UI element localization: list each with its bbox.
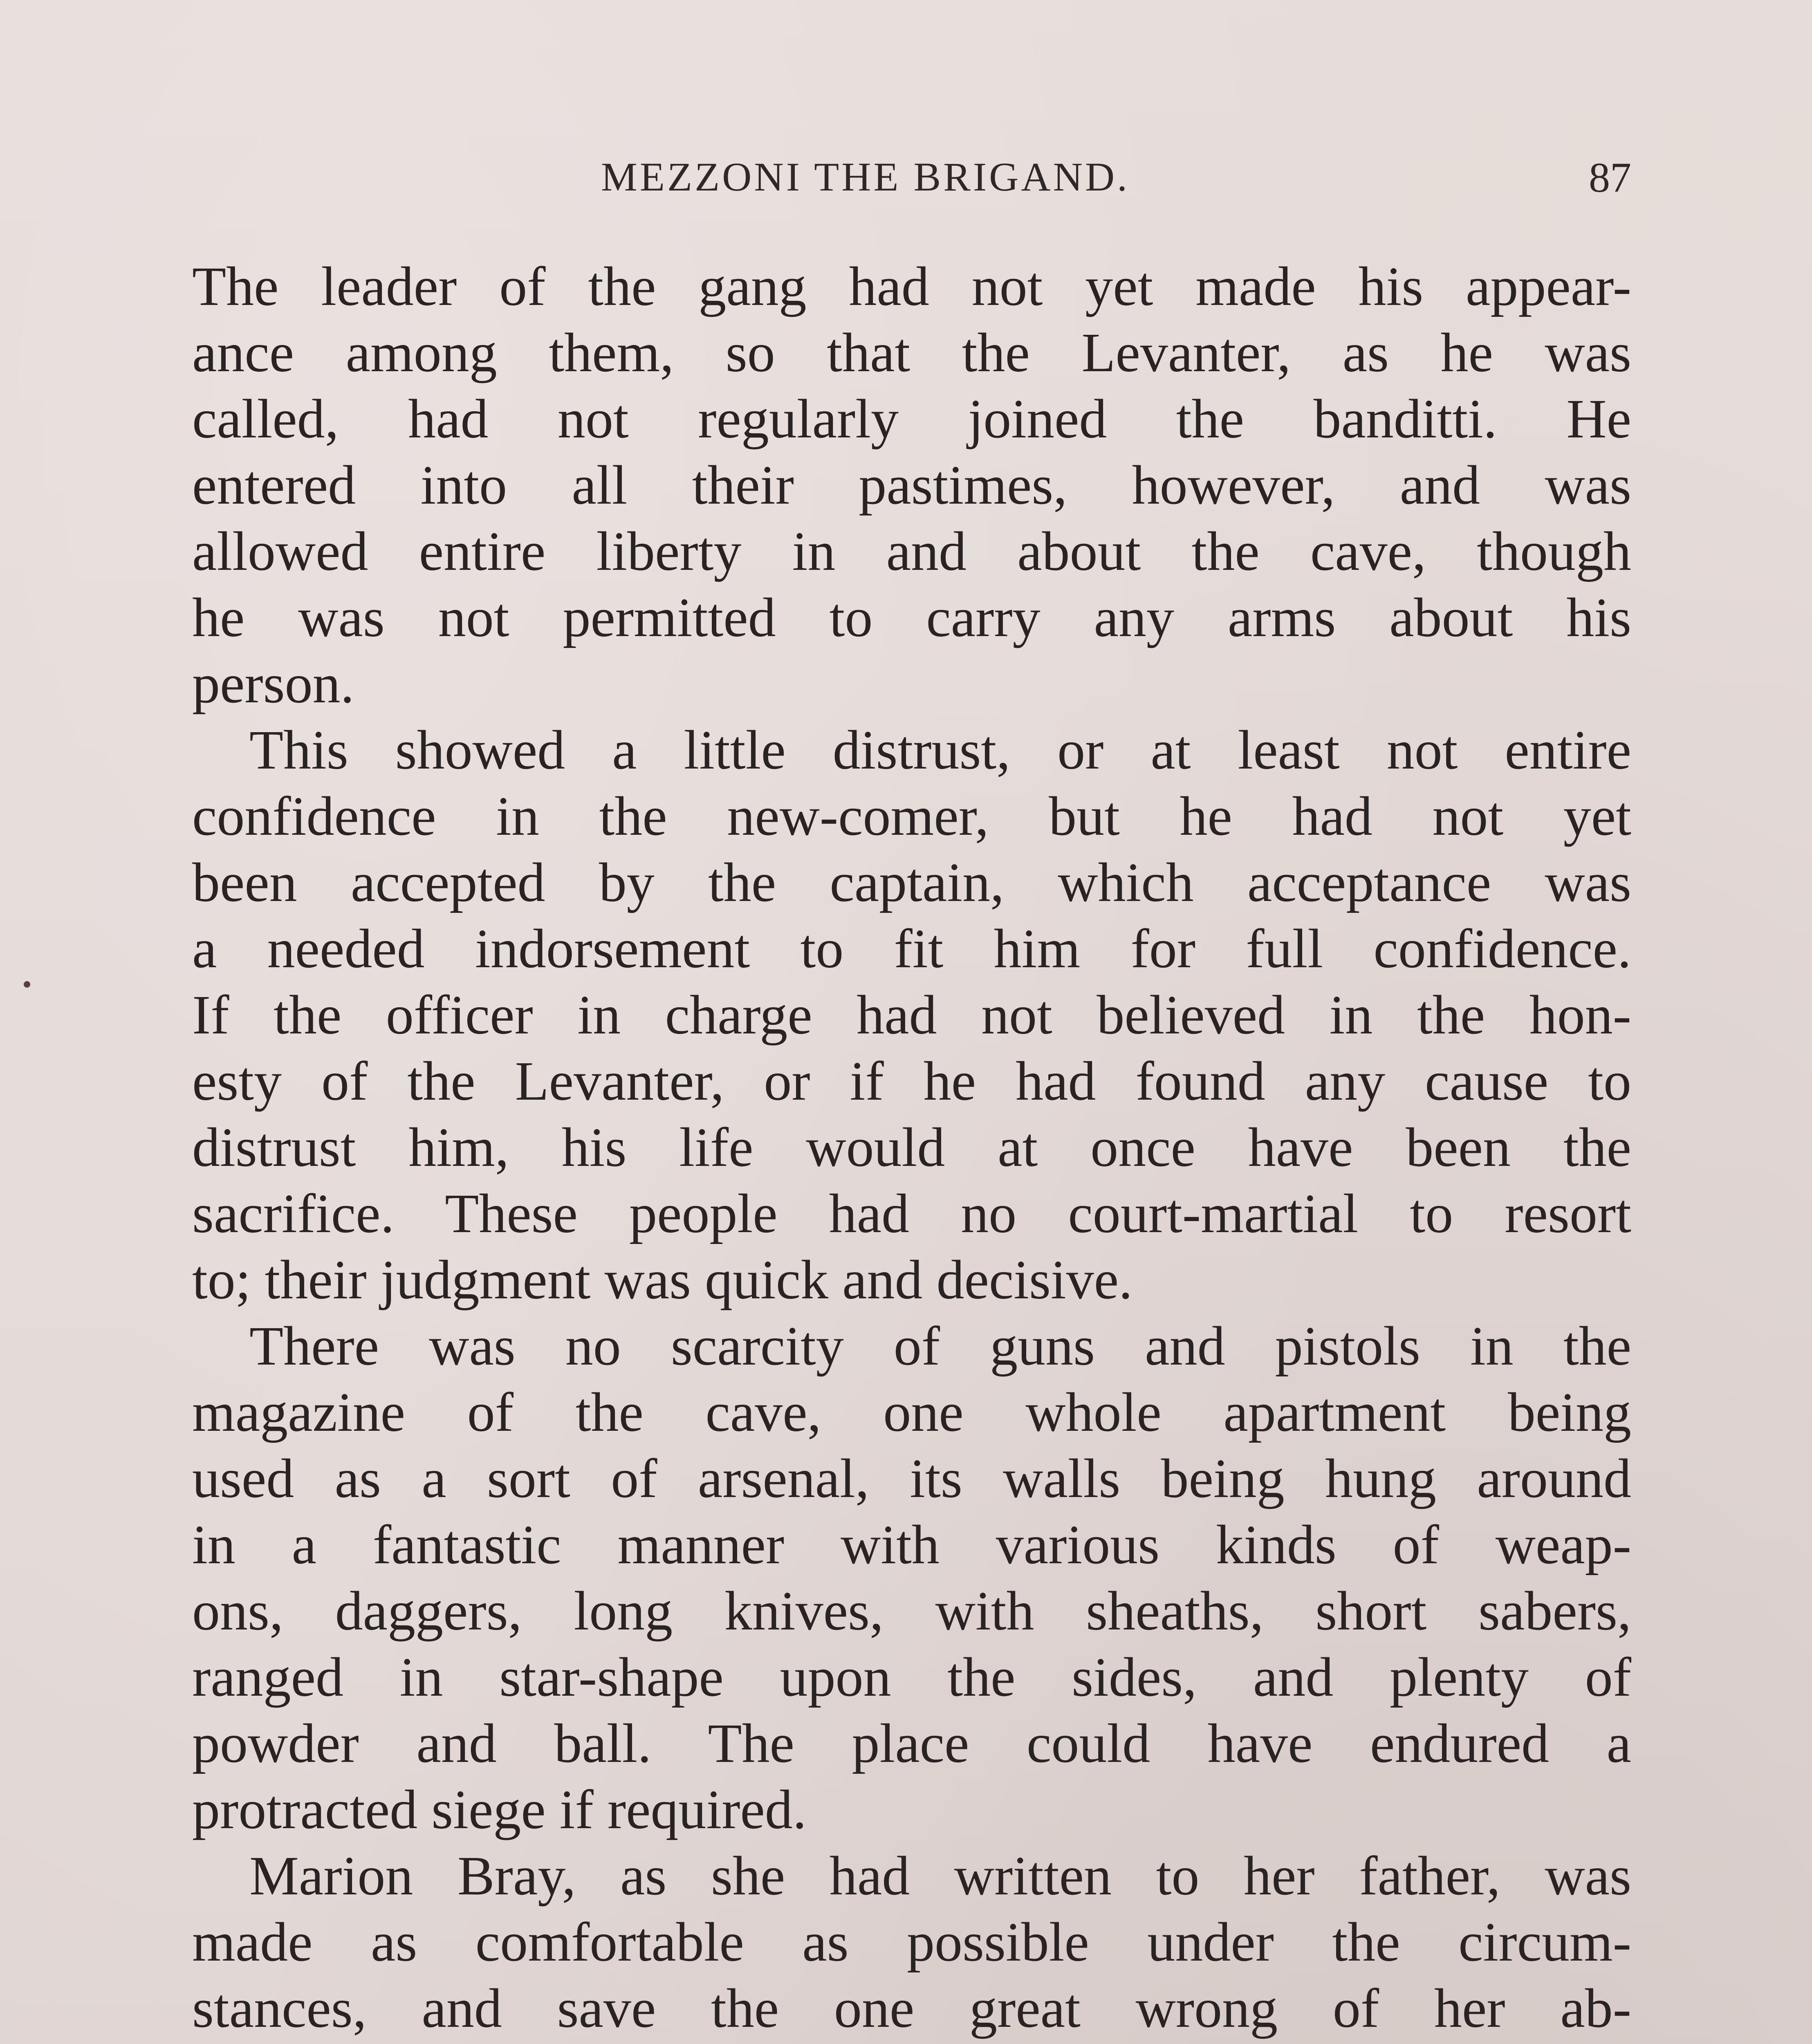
text-line: used as a sort of arsenal, its walls being hung around [192, 1448, 1631, 1509]
text-line: The leader of the gang had not yet made his appear- [192, 256, 1631, 317]
running-title: MEZZONI THE BRIGAND. [601, 154, 1130, 199]
text-line: magazine of the cave, one whole apartment being [192, 1382, 1631, 1443]
text-line: entered into all their pastimes, however, and was [192, 455, 1631, 516]
text-line: Marion Bray, as she had written to her father, was [249, 1845, 1631, 1907]
paper-speck [24, 981, 30, 988]
text-line: There was no scarcity of guns and pistols in the [249, 1316, 1631, 1377]
text-line: powder and ball. The place could have endured a [192, 1713, 1631, 1774]
text-line: person. [192, 653, 354, 715]
text-line: ons, daggers, long knives, with sheaths, short sabers, [192, 1580, 1631, 1642]
text-line: sacrifice. These people had no court-martial to resort [192, 1183, 1631, 1244]
text-line: been accepted by the captain, which acceptance was [192, 852, 1631, 913]
text-line: ance among them, so that the Levanter, as he was [192, 322, 1631, 383]
text-line [192, 2042, 1631, 2044]
text-line: allowed entire liberty in and about the cave, though [192, 521, 1631, 582]
text-line: to; their judgment was quick and decisive. [192, 1249, 1133, 1311]
text-line: esty of the Levanter, or if he had found any cause to [192, 1051, 1631, 1112]
text-line: called, had not regularly joined the banditti. He [192, 388, 1631, 450]
text-line: If the officer in charge had not believed in the hon- [192, 984, 1631, 1046]
text-line: distrust him, his life would at once have been the [192, 1117, 1631, 1178]
text-line: he was not permitted to carry any arms about his [192, 587, 1631, 648]
text-line: a needed indorsement to fit him for full confidence. [192, 918, 1631, 979]
text-line: stances, and save the one great wrong of her ab- [192, 1978, 1631, 2039]
text-line: This showed a little distrust, or at least not entire [249, 719, 1631, 781]
text-line: confidence in the new-comer, but he had not yet [192, 786, 1631, 847]
text-line: in a fantastic manner with various kinds of weap- [192, 1514, 1631, 1576]
text-line: made as comfortable as possible under the circum- [192, 1912, 1631, 1973]
text-line: protracted siege if required. [192, 1779, 807, 1840]
text-line: ranged in star-shape upon the sides, and plenty of [192, 1647, 1631, 1708]
running-head [192, 153, 1631, 211]
page-number: 87 [1589, 154, 1631, 201]
body-text [192, 253, 1631, 2044]
